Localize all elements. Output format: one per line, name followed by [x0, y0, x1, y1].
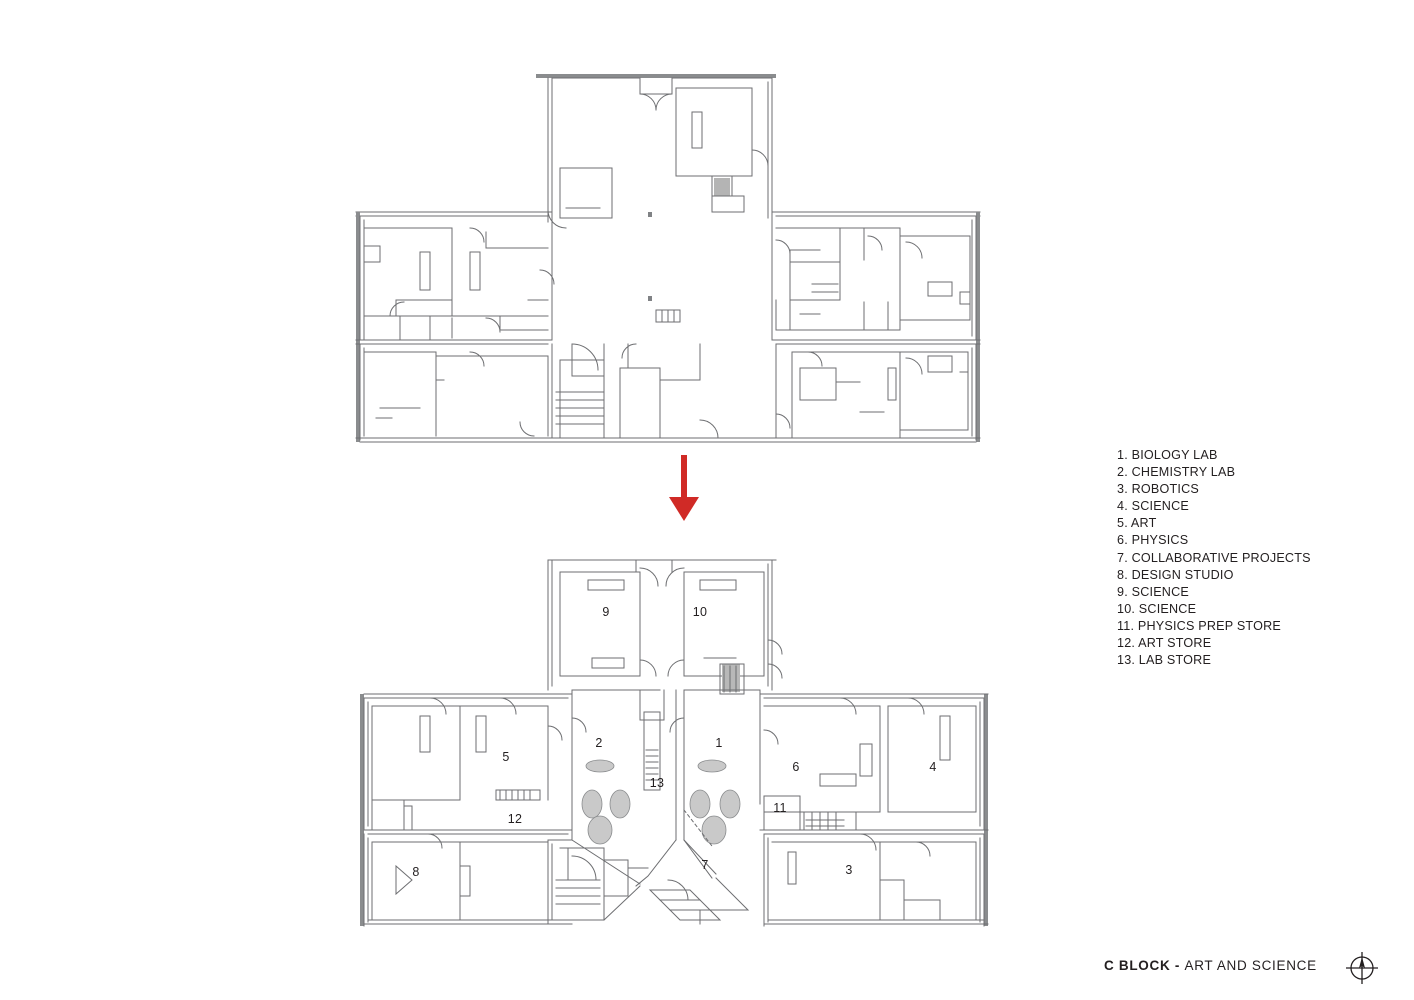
- block-subtitle: ART AND SCIENCE: [1184, 958, 1317, 973]
- upper-floor-plan-linework: [356, 74, 980, 442]
- room-label-5: 5: [502, 750, 510, 764]
- title-separator: -: [1170, 958, 1185, 973]
- legend-item-4: 4. SCIENCE: [1117, 499, 1189, 514]
- legend-item-13: 13. LAB STORE: [1117, 653, 1212, 668]
- room-label-11: 11: [773, 801, 787, 815]
- room-legend: [1117, 447, 1347, 669]
- flow-arrow-down: [662, 455, 706, 523]
- room-label-10: 10: [692, 605, 708, 619]
- legend-item-3: 3. ROBOTICS: [1117, 482, 1199, 497]
- north-arrow-icon: [1344, 950, 1380, 986]
- room-label-13: 13: [649, 776, 665, 790]
- legend-item-1: 1. BIOLOGY LAB: [1117, 448, 1218, 462]
- sheet-title-block: [1104, 958, 1317, 973]
- legend-item-6: 6. PHYSICS: [1117, 533, 1189, 548]
- room-label-2: 2: [595, 736, 603, 750]
- legend-item-11: 11. PHYSICS PREP STORE: [1117, 618, 1281, 633]
- legend-item-12: 12. ART STORE: [1117, 636, 1212, 651]
- legend-item-9: 9. SCIENCE: [1117, 584, 1189, 599]
- block-name: C BLOCK: [1104, 958, 1171, 973]
- room-label-3: 3: [845, 863, 853, 877]
- legend-item-8: 8. DESIGN STUDIO: [1117, 567, 1234, 582]
- room-label-8: 8: [412, 865, 420, 879]
- legend-item-10: 10. SCIENCE: [1117, 601, 1197, 616]
- legend-item-2: 2. CHEMISTRY LAB: [1117, 465, 1236, 480]
- room-label-12: 12: [507, 812, 523, 826]
- room-label-4: 4: [929, 760, 937, 774]
- legend-item-7: 7. COLLABORATIVE PROJECTS: [1117, 550, 1311, 565]
- room-label-9: 9: [602, 605, 610, 619]
- room-label-6: 6: [792, 760, 800, 774]
- room-label-1: 1: [715, 736, 723, 750]
- lower-floor-plan-linework: [360, 560, 988, 926]
- legend-item-5: 5. ART: [1117, 516, 1157, 531]
- room-label-7: 7: [701, 858, 709, 872]
